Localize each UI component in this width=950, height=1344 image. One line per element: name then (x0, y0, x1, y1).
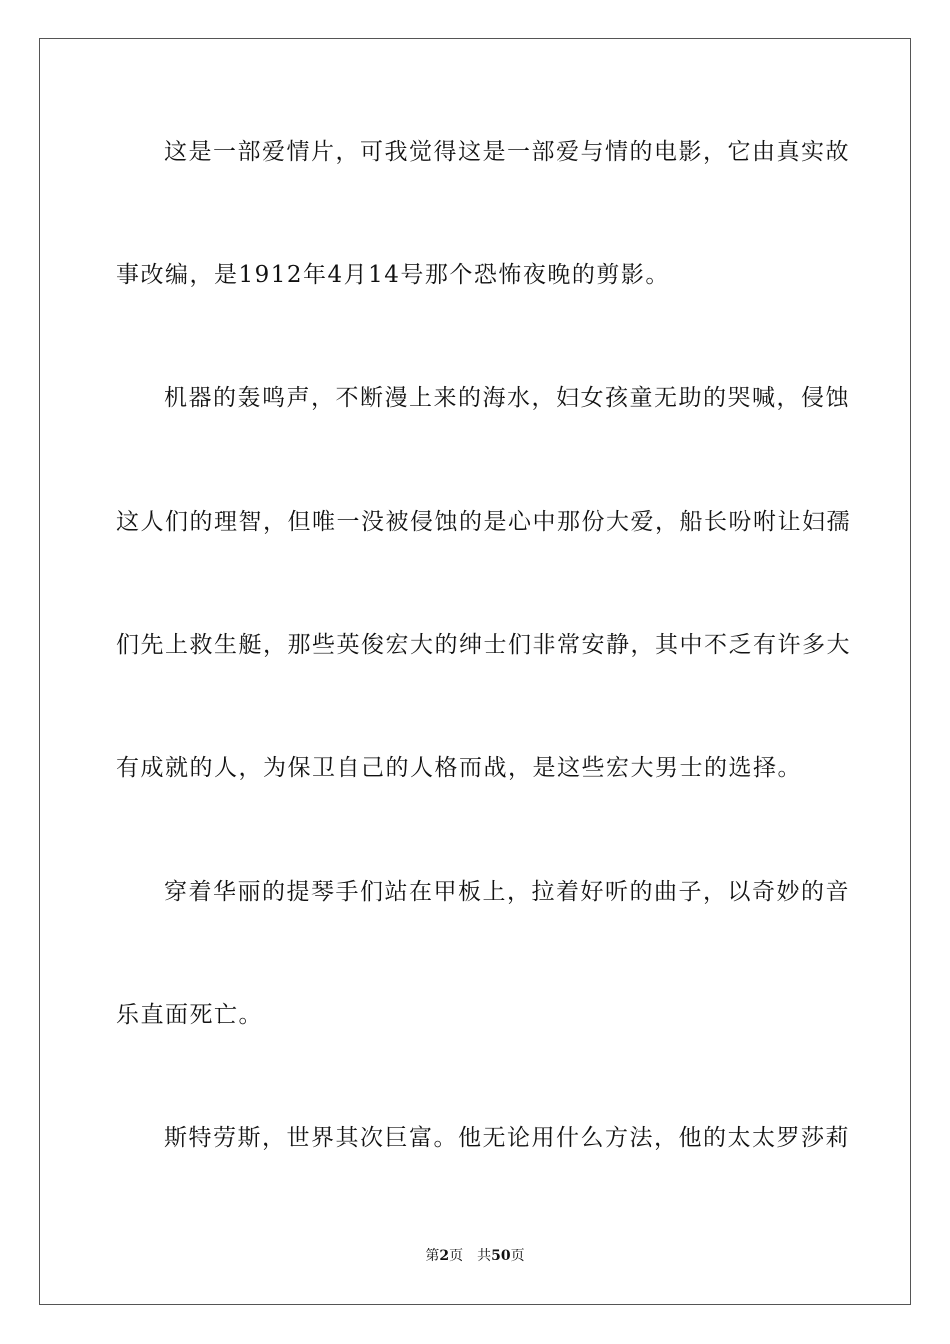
paragraph-line: 穿着华丽的提琴手们站在甲板上，拉着好听的曲子，以奇妙的音 (164, 879, 850, 905)
paragraph-line: 乐直面死亡。 (116, 1002, 263, 1028)
total-pages: 50 (491, 1248, 511, 1264)
total-suffix: 页 (510, 1248, 525, 1264)
paragraph-line: 有成就的人，为保卫自己的人格而战，是这些宏大男士的选择。 (116, 755, 802, 781)
page-number: 2 (439, 1248, 450, 1264)
paragraph-line: 事改编，是1912年4月14号那个恐怖夜晚的剪影。 (116, 262, 670, 288)
paragraph-line: 这是一部爱情片，可我觉得这是一部爱与情的电影，它由真实故 (164, 139, 850, 165)
page-prefix: 第 (425, 1248, 440, 1264)
page-border (39, 38, 911, 1305)
page-suffix: 页 (449, 1248, 464, 1264)
total-prefix: 共 (477, 1248, 492, 1264)
page-footer (0, 1246, 950, 1266)
paragraph-line: 机器的轰鸣声，不断漫上来的海水，妇女孩童无助的哭喊，侵蚀 (164, 385, 850, 411)
paragraph-line: 这人们的理智，但唯一没被侵蚀的是心中那份大爱，船长吩咐让妇孺 (116, 509, 851, 535)
paragraph-line: 们先上救生艇，那些英俊宏大的绅士们非常安静，其中不乏有许多大 (116, 632, 851, 658)
paragraph-line: 斯特劳斯，世界其次巨富。他无论用什么方法，他的太太罗莎莉 (164, 1125, 850, 1151)
